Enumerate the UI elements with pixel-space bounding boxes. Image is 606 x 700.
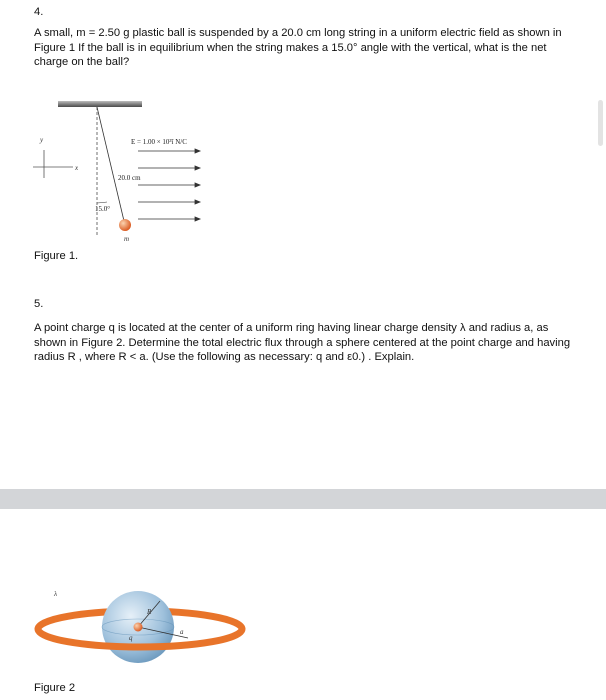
section-divider: [0, 489, 606, 509]
problem-5-text: A point charge q is located at the center of a uniform ring having linear charge density λ and radius a, as shown in Figure 2. Determine the total electric flux through a sphere centered at the point charge and having radius R , where R < a. (Use the following as necessary: q and ε0.) . Explain.: [34, 322, 571, 364]
angle-label: 15.0°: [95, 205, 111, 213]
field-arrows: [138, 149, 200, 221]
field-label: E = 1.00 × 10³î N/C: [131, 138, 187, 146]
ring-radius-label: a: [180, 628, 184, 636]
scrollbar-thumb[interactable]: [598, 100, 603, 146]
point-charge: [134, 623, 143, 632]
problem-4-text: A small, m = 2.50 g plastic ball is suspended by a 20.0 cm long string in a uniform electric field as shown in Figure 1 If the ball is in equilibrium when the string makes a 15.0° angle with the vertical, what is the net charge on the ball?: [34, 27, 562, 69]
figure-1: [30, 95, 240, 245]
axis-y-label: y: [40, 136, 44, 144]
axes-icon: [33, 150, 73, 178]
charge-label: q: [129, 634, 133, 642]
problem-5-number: 5.: [34, 298, 44, 310]
ceiling-support: [58, 101, 142, 107]
mass-label: m: [124, 235, 130, 243]
problem-4-number: 4.: [34, 6, 44, 18]
sphere-radius-label: R: [147, 608, 152, 616]
figure-2: [30, 582, 250, 677]
lambda-label: λ: [54, 590, 58, 598]
length-label: 20.0 cm: [118, 174, 141, 182]
figure-2-caption: Figure 2: [34, 682, 76, 694]
figure-1-caption: Figure 1.: [34, 250, 79, 262]
charged-ball: [119, 219, 131, 231]
axis-x-label: x: [75, 164, 79, 172]
string: [97, 107, 124, 221]
